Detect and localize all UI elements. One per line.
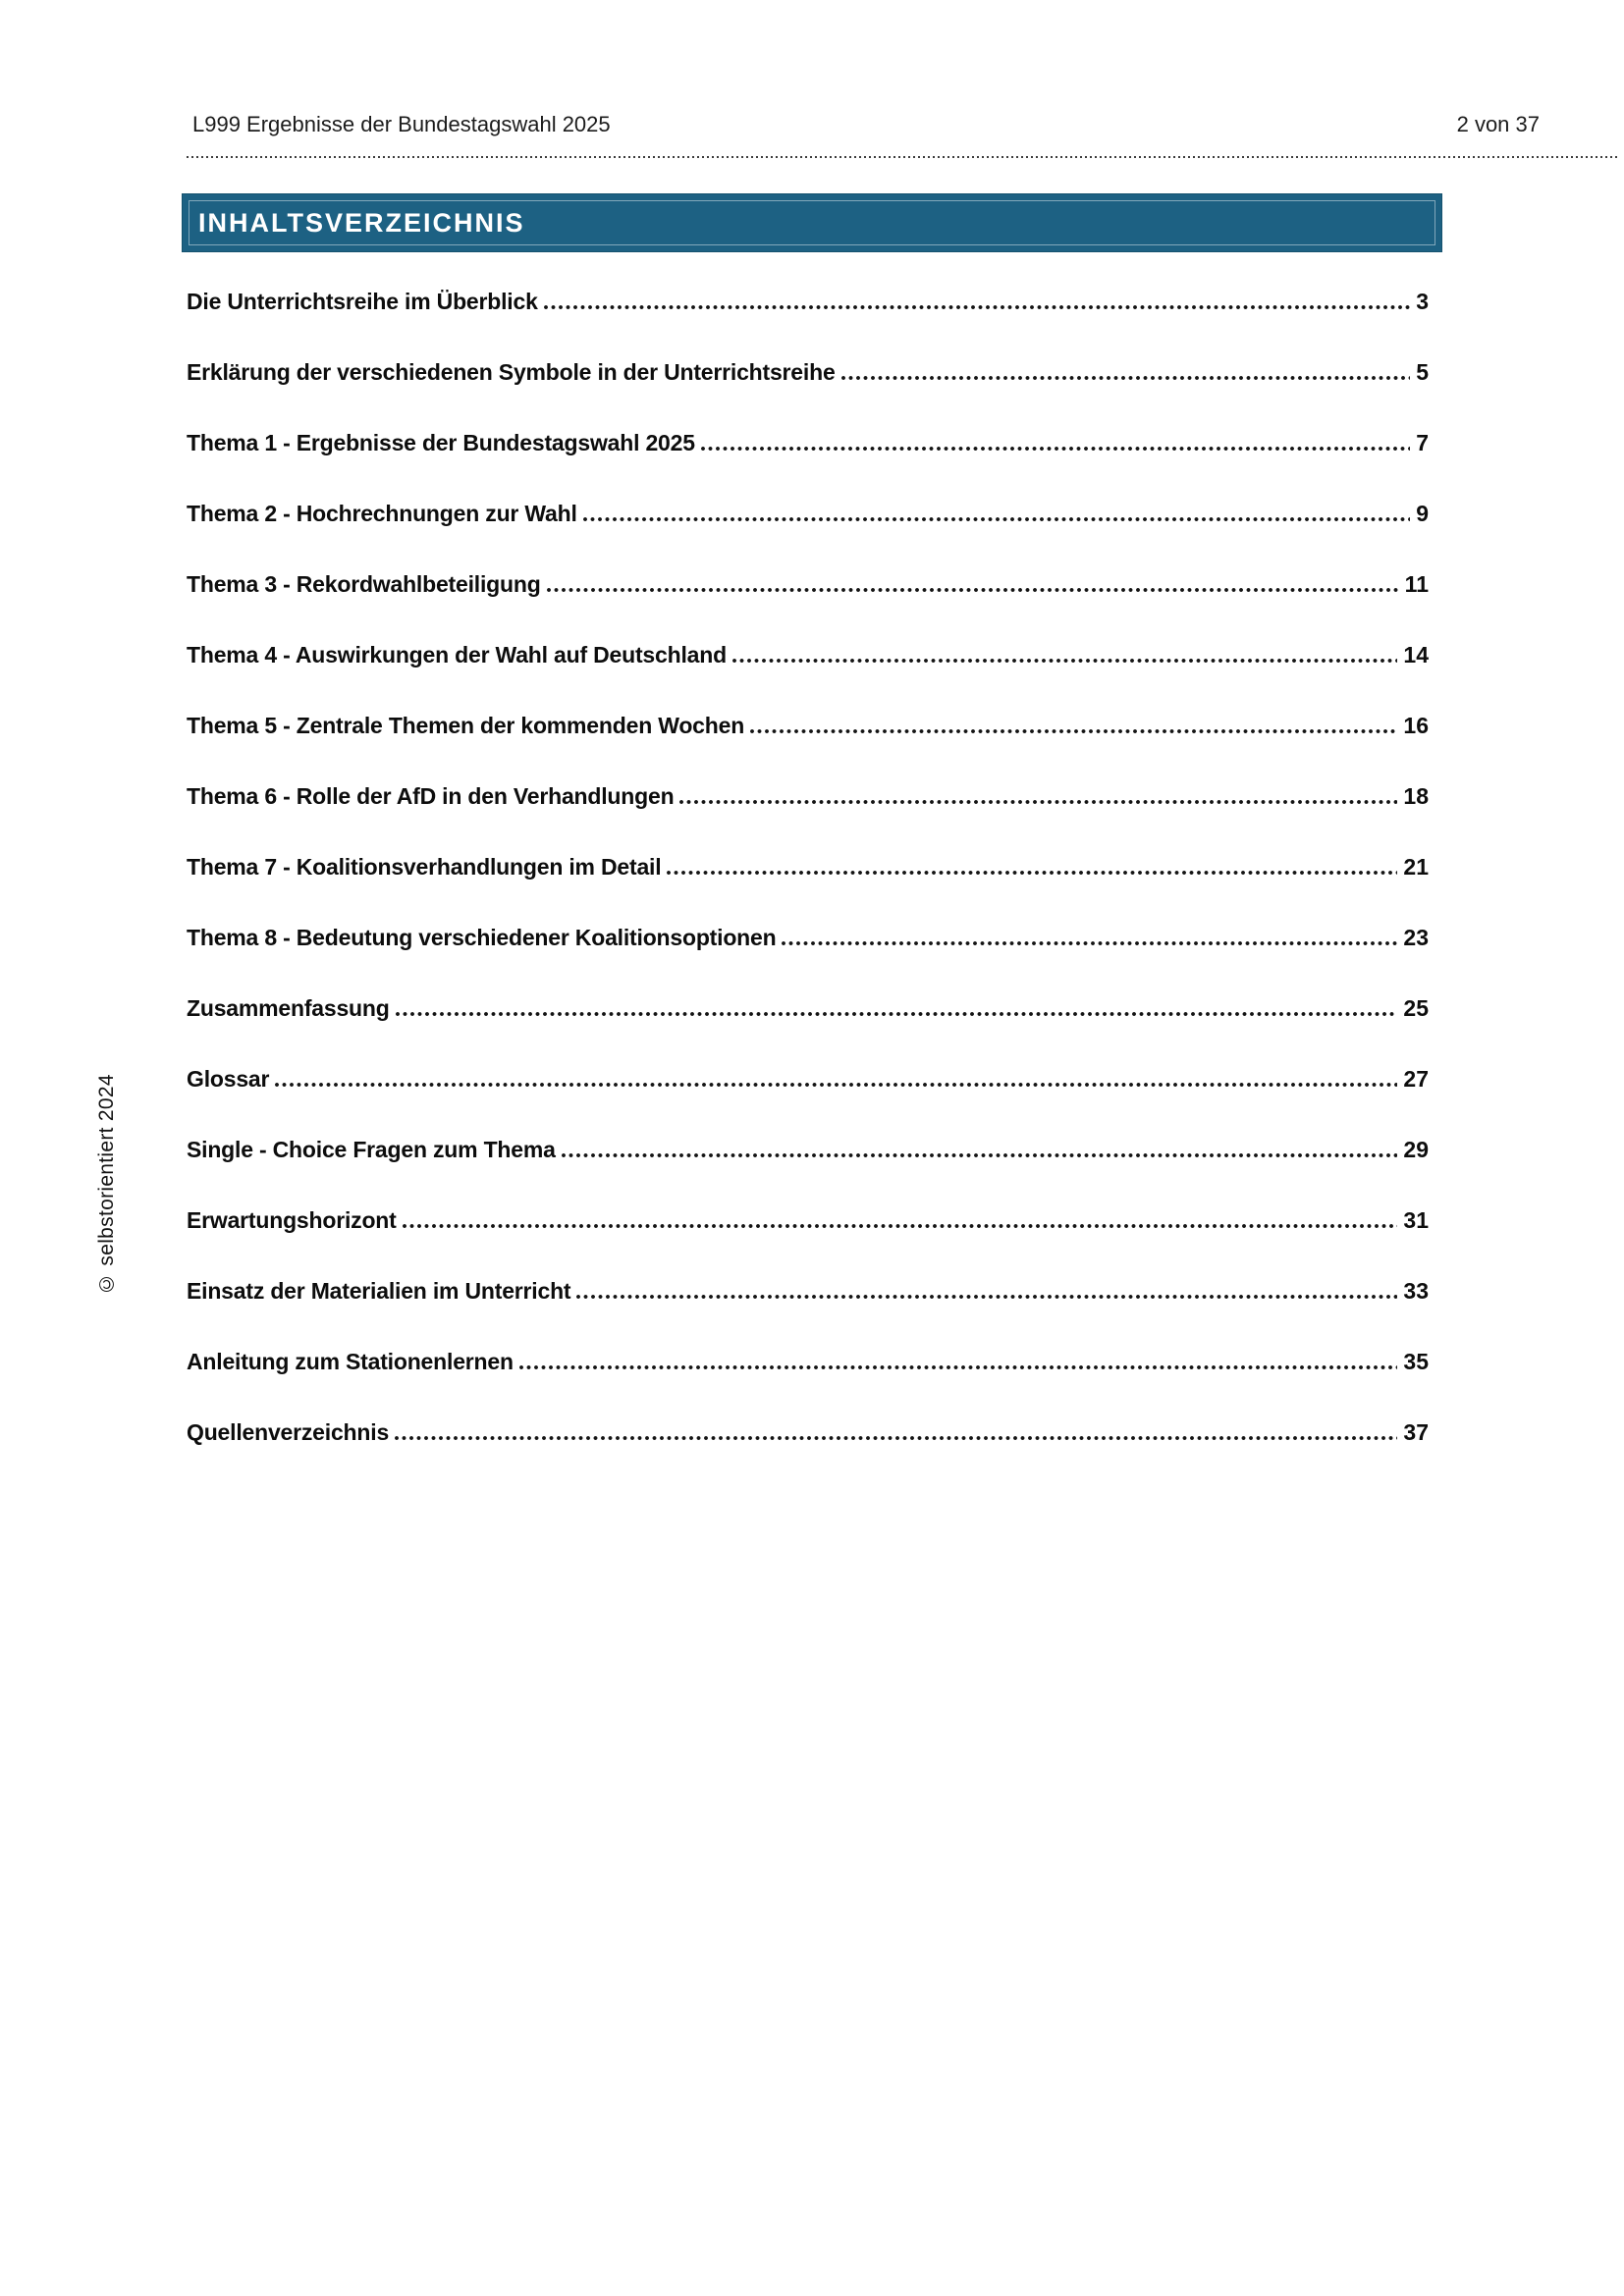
toc-entry-line <box>187 642 1429 668</box>
toc-entry-row <box>187 478 1429 549</box>
toc-entry-page-number: 31 <box>1403 1206 1429 1233</box>
toc-leader-dots <box>583 517 1411 521</box>
toc-entry-row <box>187 619 1429 690</box>
toc-entry-page-number: 35 <box>1403 1348 1429 1374</box>
toc-entry-line <box>187 430 1429 456</box>
toc-entry-label: Thema 6 - Rolle der AfD in den Verhandlungen <box>187 782 675 809</box>
toc-entry-label: Erwartungshorizont <box>187 1206 397 1233</box>
toc-leader-dots <box>576 1295 1397 1299</box>
toc-entry-row <box>187 1255 1429 1326</box>
page-header <box>192 112 1540 137</box>
toc-leader-dots <box>544 305 1411 309</box>
toc-leader-dots <box>841 376 1411 380</box>
toc-leader-dots <box>395 1436 1397 1440</box>
toc-entry-line <box>187 854 1429 881</box>
toc-entry-label: Glossar <box>187 1065 270 1092</box>
toc-entry-line <box>187 713 1429 739</box>
toc-leader-dots <box>667 871 1397 875</box>
toc-leader-dots <box>750 729 1397 733</box>
toc-entry-line <box>187 995 1429 1022</box>
toc-entry-label: Quellenverzeichnis <box>187 1418 390 1445</box>
toc-entry-line <box>187 501 1429 527</box>
toc-entry-row <box>187 549 1429 619</box>
header-page-indicator: 2 von 37 <box>1456 112 1540 136</box>
toc-entry-page-number: 21 <box>1403 853 1429 880</box>
toc-leader-dots <box>701 447 1410 451</box>
toc-entry-label: Erklärung der verschiedenen Symbole in der Unterrichtsreihe <box>187 358 836 385</box>
toc-leader-dots <box>782 941 1397 945</box>
toc-entry-row <box>187 337 1429 407</box>
toc-entry-line <box>187 359 1429 386</box>
toc-leader-dots <box>275 1083 1397 1087</box>
toc-entry-line <box>187 1349 1429 1375</box>
toc-entry-line <box>187 1278 1429 1305</box>
toc-entry-page-number: 9 <box>1416 500 1429 526</box>
toc-entry-page-number: 27 <box>1403 1065 1429 1092</box>
toc-entry-line <box>187 289 1429 315</box>
toc-entry-label: Thema 3 - Rekordwahlbeteiligung <box>187 570 541 597</box>
toc-entry-row <box>187 831 1429 902</box>
toc-entry-page-number: 23 <box>1403 924 1429 950</box>
toc-title: INHALTSVERZEICHNIS <box>198 207 525 238</box>
toc-leader-dots <box>396 1012 1398 1016</box>
toc-entry-page-number: 14 <box>1403 641 1429 667</box>
toc-entry-row <box>187 266 1429 337</box>
toc-leader-dots <box>732 659 1397 663</box>
toc-entry-row <box>187 1043 1429 1114</box>
toc-entry-row <box>187 1326 1429 1397</box>
toc-entry-label: Thema 7 - Koalitionsverhandlungen im Detail <box>187 853 662 880</box>
toc-entry-line <box>187 1137 1429 1163</box>
toc-entry-line <box>187 571 1429 598</box>
toc-leader-dots <box>547 588 1399 592</box>
toc-entry-page-number: 5 <box>1416 358 1429 385</box>
toc-entry-page-number: 18 <box>1403 782 1429 809</box>
toc-entry-row <box>187 690 1429 761</box>
toc-entry-label: Die Unterrichtsreihe im Überblick <box>187 288 538 314</box>
header-document-title: L999 Ergebnisse der Bundestagswahl 2025 <box>192 112 611 136</box>
copyright-sidebar-text: © selbstorientiert 2024 <box>95 1074 118 1295</box>
toc-entry-line <box>187 783 1429 810</box>
toc-entry-label: Thema 5 - Zentrale Themen der kommenden Wochen <box>187 712 745 738</box>
toc-leader-dots <box>519 1365 1398 1369</box>
toc-entry-label: Thema 2 - Hochrechnungen zur Wahl <box>187 500 577 526</box>
toc-leader-dots <box>679 800 1397 804</box>
toc-entry-label: Thema 1 - Ergebnisse der Bundestagswahl 2025 <box>187 429 695 455</box>
toc-leader-dots <box>403 1224 1398 1228</box>
toc-leader-dots <box>562 1153 1398 1157</box>
toc-entry-row <box>187 761 1429 831</box>
toc-entry-label: Zusammenfassung <box>187 994 390 1021</box>
toc-entry-line <box>187 1066 1429 1093</box>
toc-list <box>187 266 1429 1468</box>
toc-entry-line <box>187 1207 1429 1234</box>
header-divider-rule <box>187 155 1620 158</box>
toc-entry-label: Single - Choice Fragen zum Thema <box>187 1136 556 1162</box>
toc-entry-page-number: 16 <box>1403 712 1429 738</box>
toc-entry-page-number: 11 <box>1404 570 1429 597</box>
toc-entry-line <box>187 925 1429 951</box>
toc-entry-row <box>187 407 1429 478</box>
toc-entry-line <box>187 1419 1429 1446</box>
toc-entry-label: Thema 4 - Auswirkungen der Wahl auf Deutschland <box>187 641 727 667</box>
toc-entry-page-number: 3 <box>1416 288 1429 314</box>
toc-entry-row <box>187 902 1429 973</box>
toc-entry-page-number: 29 <box>1403 1136 1429 1162</box>
toc-entry-page-number: 33 <box>1403 1277 1429 1304</box>
toc-title-bar <box>182 193 1442 252</box>
toc-entry-row <box>187 973 1429 1043</box>
toc-entry-row <box>187 1185 1429 1255</box>
toc-entry-label: Anleitung zum Stationenlernen <box>187 1348 514 1374</box>
toc-entry-label: Einsatz der Materialien im Unterricht <box>187 1277 571 1304</box>
toc-entry-page-number: 37 <box>1403 1418 1429 1445</box>
toc-entry-label: Thema 8 - Bedeutung verschiedener Koalitionsoptionen <box>187 924 777 950</box>
toc-entry-page-number: 25 <box>1403 994 1429 1021</box>
toc-entry-row <box>187 1114 1429 1185</box>
toc-entry-row <box>187 1397 1429 1468</box>
toc-entry-page-number: 7 <box>1416 429 1429 455</box>
